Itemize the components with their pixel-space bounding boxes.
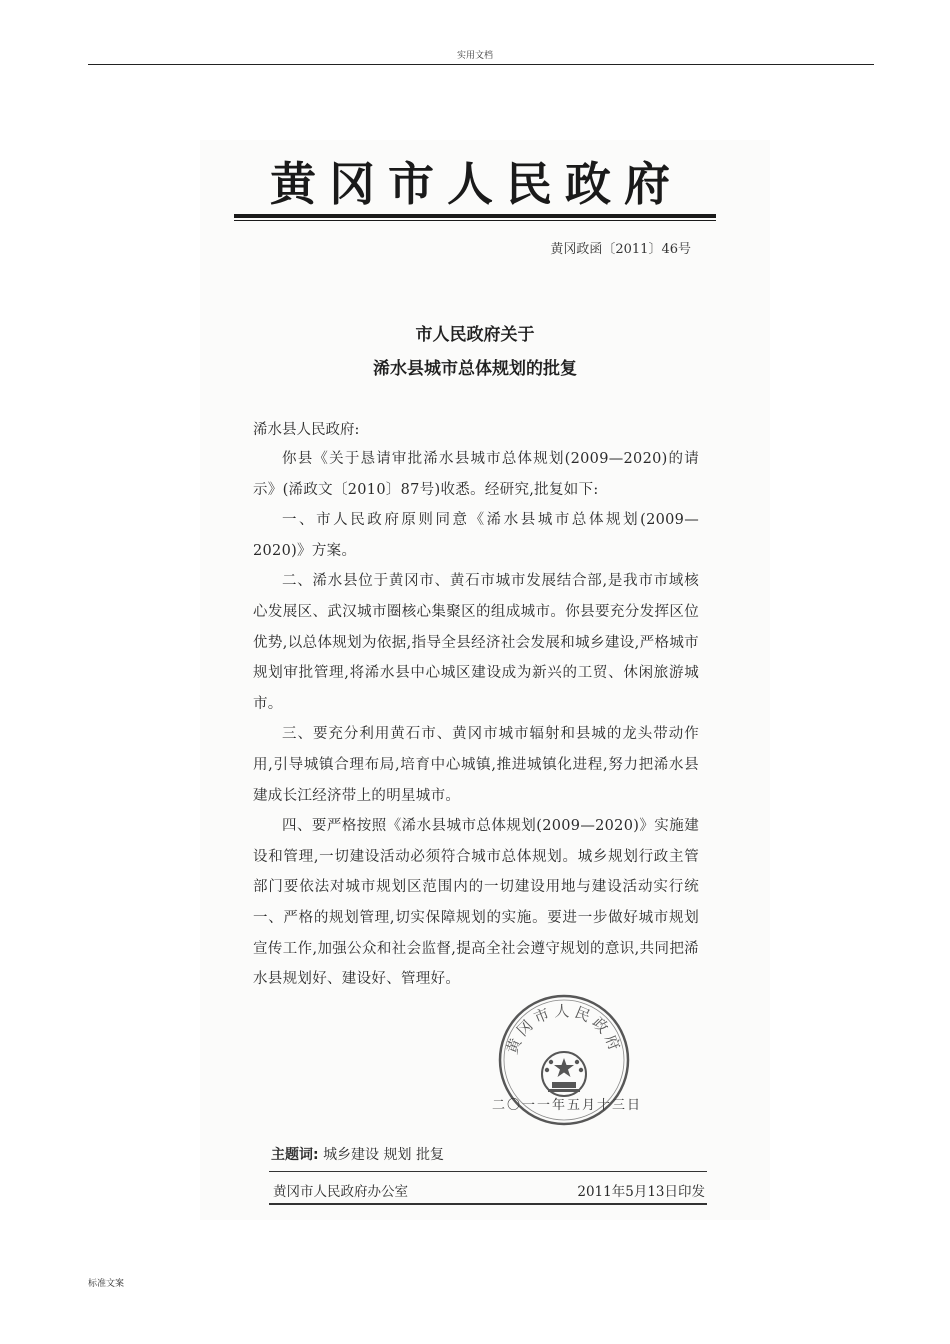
document-body bbox=[253, 444, 699, 995]
paragraph-2: 二、浠水县位于黄冈市、黄石市城市发展结合部,是我市市域核心发展区、武汉城市圈核心集聚区的组成城市。你县要充分发挥区位优势,以总体规划为依据,指导全县经济社会发展和城乡建设,严格城市规划审批管理,将浠水县中心城区建设成为新兴的工贸、休闲旅游城市。 bbox=[253, 573, 699, 712]
paragraph-intro: 你县《关于恳请审批浠水县城市总体规划(2009—2020)的请示》(浠政文〔2010〕87号)收悉。经研究,批复如下: bbox=[253, 451, 699, 498]
keywords-terms: 城乡建设 规划 批复 bbox=[323, 1147, 444, 1163]
paragraph-3: 三、要充分利用黄石市、黄冈市城市辐射和县城的龙头带动作用,引导城镇合理布局,培育中心城镇,推进城镇化进程,努力把浠水县建成长江经济带上的明星城市。 bbox=[253, 726, 699, 804]
national-emblem-icon bbox=[542, 1052, 586, 1096]
paragraph-1: 一、市人民政府原则同意《浠水县城市总体规划(2009—2020)》方案。 bbox=[253, 512, 699, 559]
subject-line-1: 市人民政府关于 bbox=[415, 325, 535, 345]
keywords-rule bbox=[269, 1171, 707, 1172]
seal-text: 黄冈市人民政府 bbox=[502, 1002, 626, 1057]
subject-line-2: 浠水县城市总体规划的批复 bbox=[373, 359, 577, 379]
paragraph-4: 四、要严格按照《浠水县城市总体规划(2009—2020)》实施建设和管理,一切建设活动必须符合城市总体规划。城乡规划行政主管部门要依法对城市规划区范围内的一切建设用地与建设活动实行统一、严格的规划管理,切实保障规划的实施。要进一步做好城市规划宣传工作,加强公众和社会监督,提高全社会遵守规划的意识,共同把浠水县规划好、建设好、管理好。 bbox=[253, 818, 699, 988]
footer-rule bbox=[269, 1203, 707, 1205]
page-header: 实用文档 bbox=[456, 51, 493, 61]
letterhead-rule-thick bbox=[234, 214, 716, 218]
svg-text:黄冈市人民政府 bbox=[503, 1002, 625, 1056]
letterhead-rule-thin bbox=[234, 220, 716, 221]
letterhead-title: 黄冈市人民政府 bbox=[270, 157, 683, 211]
signature-date: 二〇一一年五月十三日 bbox=[492, 1098, 643, 1113]
keywords-line bbox=[271, 1144, 444, 1164]
header-rule bbox=[88, 64, 874, 65]
addressee: 浠水县人民政府: bbox=[253, 422, 360, 438]
print-date: 2011年5月13日印发 bbox=[577, 1184, 705, 1200]
document-number: 黄冈政函〔2011〕46号 bbox=[550, 242, 691, 257]
keywords-label: 主题词: bbox=[271, 1147, 319, 1163]
page-footer: 标准文案 bbox=[88, 1279, 125, 1289]
issuing-office: 黄冈市人民政府办公室 bbox=[273, 1184, 408, 1200]
